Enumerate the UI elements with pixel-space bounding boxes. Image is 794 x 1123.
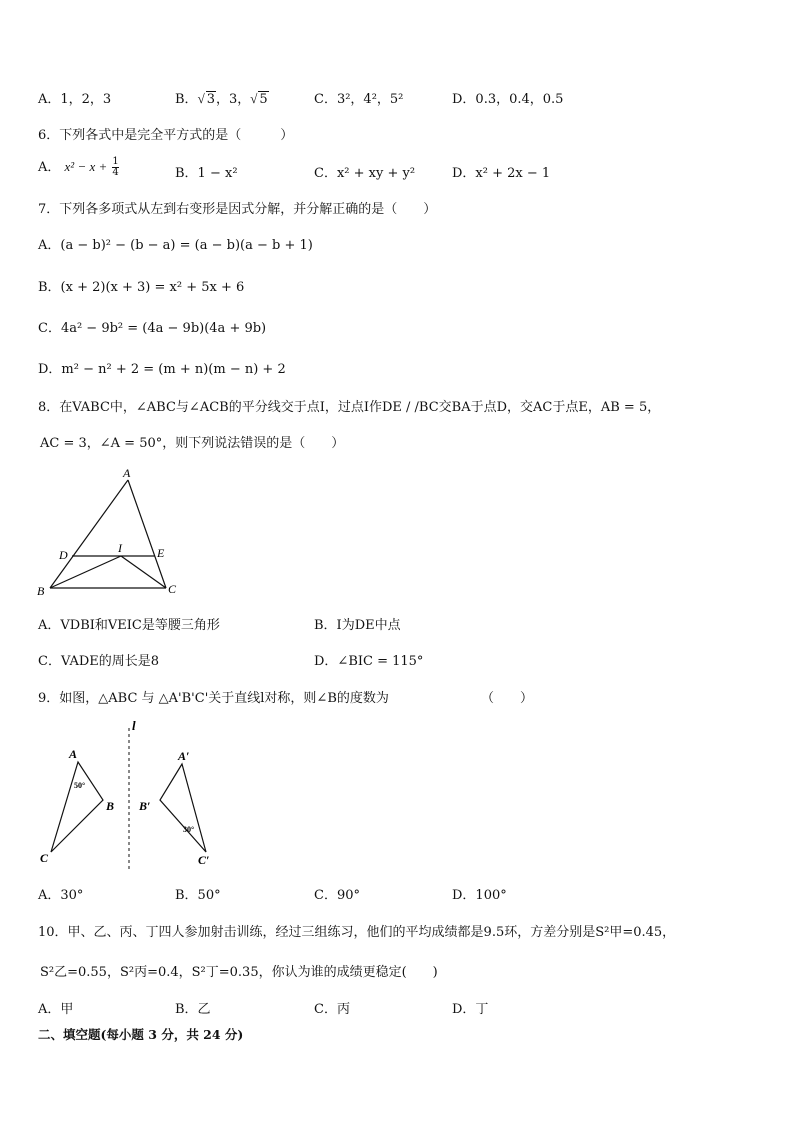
label-b: B [37, 584, 45, 598]
angle-label-50: 50° [74, 781, 86, 790]
q8-stem-line1: 8．在VABC中，∠ABC与∠ACB的平分线交于点I，过点I作DE / /BC交BA于点D，交AC于点E，AB = 5， [38, 400, 661, 415]
line-ab [50, 480, 128, 588]
q6-stem: 6．下列各式中是完全平方式的是（ ） [38, 128, 294, 143]
triangle-abc [51, 762, 103, 852]
label-b-prime: B′ [139, 799, 151, 813]
q8-option-c: C．VADE的周长是8 [38, 654, 160, 669]
q7-option-d: D．m² − n² + 2 = (m + n)(m − n) + 2 [38, 362, 286, 377]
q8-stem-line2: AC = 3，∠A = 50°，则下列说法错误的是（ ） [40, 436, 345, 451]
label-e: E [157, 546, 165, 560]
q7-option-a: A．(a − b)² − (b − a) = (a − b)(a − b + 1) [38, 238, 313, 253]
q6-option-a-expr: x² − x + [64, 159, 108, 174]
q6-option-c: C．x² + xy + y² [314, 166, 416, 181]
q5-option-b-prefix: B． [175, 92, 198, 107]
label-a: A [69, 747, 78, 761]
q7-stem: 7．下列各多项式从左到右变形是因式分解，并分解正确的是（ ） [38, 202, 437, 217]
q8-option-d: D．∠BIC = 115° [314, 654, 424, 669]
label-l: l [132, 718, 136, 733]
label-c-prime: C′ [198, 853, 210, 867]
q9-symmetry-figure [36, 716, 226, 872]
triangle-a2b2c2 [160, 764, 206, 852]
q7-option-c: C．4a² − 9b² = (4a − 9b)(4a + 9b) [38, 321, 267, 336]
q5-option-b-mid: ，3， [215, 92, 251, 107]
q6-option-b: B．1 − x² [175, 166, 238, 181]
label-c: C [168, 582, 177, 596]
q6-option-d: D．x² + 2x − 1 [452, 166, 551, 181]
q10-stem-line1: 10．甲、乙、丙、丁四人参加射击训练，经过三组练习，他们的平均成绩都是9.5环，方差分别是S²甲=0.45， [38, 925, 676, 940]
q5-option-d: D．0.3，0.4，0.5 [452, 92, 564, 107]
label-a-prime: A′ [178, 749, 190, 763]
section-title: 二、填空题(每小题 3 分，共 24 分) [38, 1027, 244, 1042]
fraction-numerator: 1 [112, 156, 119, 167]
q10-stem-line2: S²乙=0.55，S²丙=0.4，S²丁=0.35，你认为谁的成绩更稳定( ) [40, 965, 438, 980]
q8-triangle-figure [30, 462, 200, 602]
label-d: D [59, 548, 68, 562]
q10-option-a: A．甲 [38, 1002, 74, 1017]
q9-option-c: C．90° [314, 888, 360, 903]
q10-option-c: C．丙 [314, 1002, 350, 1017]
q6-option-a-fraction [112, 157, 118, 178]
q6-option-a-prefix: A． [38, 160, 61, 175]
line-ci [121, 556, 166, 588]
q7-option-b: B．(x + 2)(x + 3) = x² + 5x + 6 [38, 280, 245, 295]
q5-option-c: C．3²，4²，5² [314, 92, 404, 107]
q8-option-a: A．VDBI和VEIC是等腰三角形 [38, 618, 220, 633]
q5-option-b-root2: 5 [259, 92, 268, 107]
q6-option-a [38, 156, 120, 178]
label-c: C [40, 851, 49, 865]
q5-option-b-root1: 3 [206, 92, 215, 107]
q9-paren: （ ） [481, 691, 534, 706]
q9-stem: 9．如图，△ABC 与 △A'B'C'关于直线l对称，则∠B的度数为 [38, 691, 389, 706]
label-b: B [106, 799, 115, 813]
q8-option-b: B．I为DE中点 [314, 618, 401, 633]
q5-option-a: A．1，2，3 [38, 92, 112, 107]
q9-option-b: B．50° [175, 888, 221, 903]
q9-option-d: D．100° [452, 888, 507, 903]
q9-option-a: A．30° [38, 888, 84, 903]
label-a: A [123, 466, 131, 480]
q10-option-d: D．丁 [452, 1002, 489, 1017]
fraction-denominator: 4 [112, 167, 119, 178]
angle-label-30: 30° [183, 825, 195, 834]
label-i: I [118, 541, 122, 555]
q5-option-b: B．√ 3，3，√ 5 [175, 91, 268, 107]
q10-option-b: B．乙 [175, 1002, 211, 1017]
line-ac [128, 480, 166, 588]
